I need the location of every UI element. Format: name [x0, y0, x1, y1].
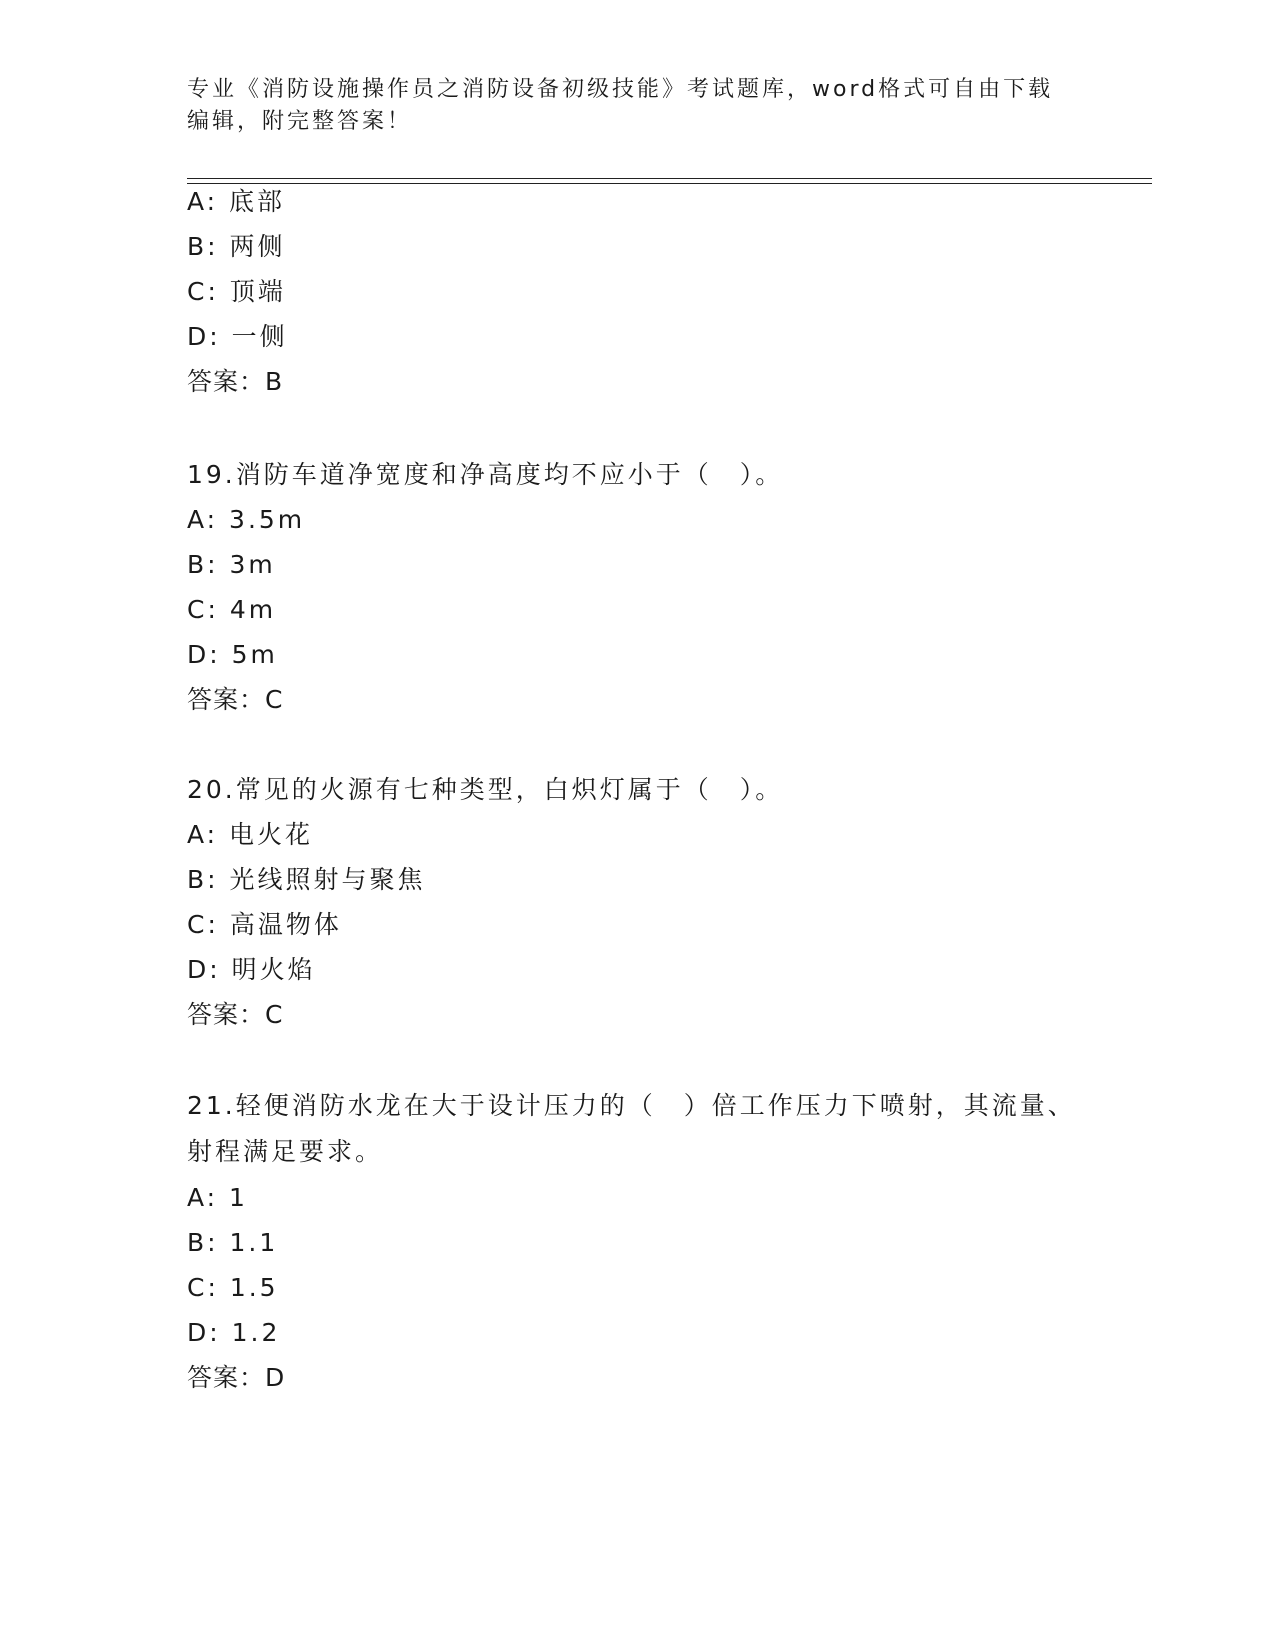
option-b: B: 3m	[187, 550, 276, 579]
option-d: D: 1.2	[187, 1318, 281, 1347]
option-a: A: 1	[187, 1183, 248, 1212]
option-b: B: 1.1	[187, 1228, 279, 1257]
option-a: A: 3.5m	[187, 505, 306, 534]
answer-line: 答案：C	[187, 685, 284, 714]
question-20: 20.常见的火源有七种类型，白炽灯属于（ ）。	[187, 775, 784, 804]
option-c: C: 1.5	[187, 1273, 279, 1302]
option-d: D: 5m	[187, 640, 278, 669]
answer-line: 答案：D	[187, 1363, 286, 1392]
option-a: A: 底部	[187, 187, 286, 216]
answer-line: 答案：B	[187, 367, 284, 396]
option-c: C: 4m	[187, 595, 277, 624]
answer-line: 答案：C	[187, 1000, 284, 1029]
option-b: B: 光线照射与聚焦	[187, 865, 426, 894]
option-d: D: 明火焰	[187, 955, 316, 984]
option-c: C: 顶端	[187, 277, 286, 306]
question-19: 19.消防车道净宽度和净高度均不应小于（ ）。	[187, 460, 784, 489]
option-a: A: 电火花	[187, 820, 314, 849]
document-header: 专业《消防设施操作员之消防设备初级技能》考试题库，word格式可自由下载编辑，附完整答案！	[187, 77, 1054, 134]
header-divider-top	[187, 178, 1152, 179]
option-b: B: 两侧	[187, 232, 286, 261]
option-d: D: 一侧	[187, 322, 288, 351]
header-divider-bottom	[187, 183, 1152, 184]
option-c: C: 高温物体	[187, 910, 342, 939]
question-21: 21.轻便消防水龙在大于设计压力的（ ）倍工作压力下喷射，其流量、射程满足要求。	[187, 1091, 1076, 1166]
